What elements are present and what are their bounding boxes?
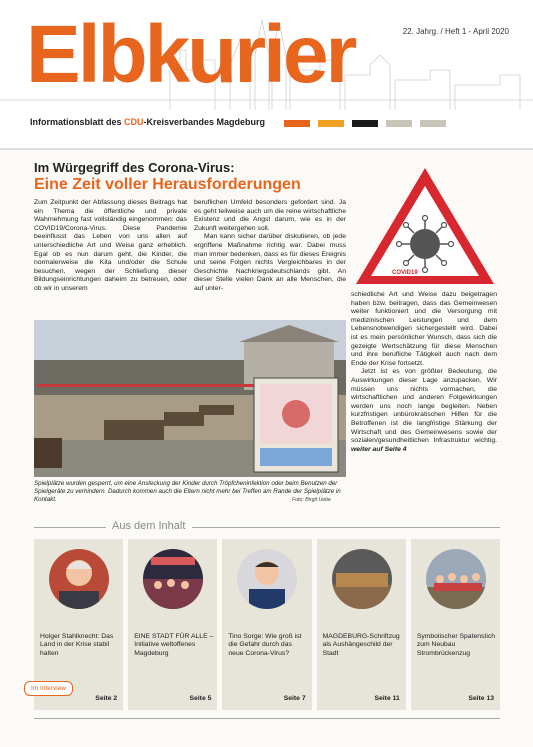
article-paragraph: Zum Zeitpunkt der Abfassung dieses Beitrags hat ein Thema die öffentliche und private Wahrnehmung fast vollständig eingenommen: das COVID19/Corona-Virus. Diese Pandemie beeinflusst das Leben von uns allen auf unterschiedliche Art und Weise ganz erheblich. Egal ob es nun darum geht, die Kinder, die normalerweise die Kita und/oder die Schule besuchen, wegen der Schließung dieser Bildungseinrichtungen daheim zu betreuen, oder ob wir in unserem [34, 199, 187, 292]
article-paragraph: Man kann sicher darüber diskutieren, ob jede ergriffene Maßnahme richtig war. Dabei muss man immer bedenken, dass es für dieses Ereignis und seine Folgen nichts Vergleichbares in der Geschichte Nachkriegsdeutschlands gibt. An dieser Stelle vielen Dank an alle Menschen, die auf unter- [194, 233, 346, 292]
tagline-pre: Informationsblatt des [30, 117, 125, 127]
bottom-divider [34, 718, 500, 719]
photo-caption: Spielplätze wurden gesperrt, um eine Ansteckung der Kinder durch Tröpfcheninfektion oder beim Benutzen der Spielgeräte zu verhindern. Dadurch kommen auch die Eltern nicht mehr bei Treffen am Rande der Spielplätze in Kontakt. [34, 480, 341, 504]
article-column-3 [351, 291, 497, 454]
contents-card[interactable] [411, 539, 500, 710]
divider-line [192, 527, 500, 528]
card-page: Seite 13 [468, 695, 495, 702]
contents-card[interactable] [222, 539, 311, 710]
tagline [30, 117, 265, 127]
card-page: Seite 11 [374, 695, 400, 702]
card-title: Holger Stahlknecht: Das Land in der Krise stabil halten [40, 633, 114, 657]
groundbreaking-photo [426, 549, 486, 609]
contents-card[interactable] [128, 539, 217, 710]
article-paragraph: beruflichen Umfeld besonders gefordert sind. Ja es geht teilweise auch um die reine wirtschaftliche Existenz und die Angst darum, wie es in der Zukunft weitergehen soll. [194, 199, 346, 232]
card-title: EINE STADT FÜR ALLE – Initiative weltoffenes Magdeburg [134, 633, 214, 657]
newspaper-title: Elbkurier [26, 9, 355, 100]
card-page: Seite 7 [283, 695, 306, 702]
continued-link[interactable]: weiter auf Seite 4 [351, 445, 407, 453]
article-headline [34, 160, 301, 194]
color-bar [352, 120, 378, 127]
masthead-divider [0, 148, 533, 150]
article-column-1 [34, 199, 187, 294]
card-title: Symbolischer Spatenstich zum Neubau Strombrückenzug [416, 633, 496, 657]
masthead [0, 0, 533, 150]
color-bar [318, 120, 344, 127]
divider-line [34, 527, 106, 528]
article-title: Eine Zeit voller Herausforderungen [34, 176, 301, 193]
tagline-post: -Kreisverbandes Magdeburg [143, 117, 266, 127]
article-column-2 [194, 199, 346, 294]
card-page: Seite 2 [95, 695, 118, 702]
article-paragraph: Jetzt ist es von größter Bedeutung, die Auswirkungen dieser Lage anzupacken. Wir müssen uns nichts vormachen, die wirtschaftlichen und anderen Folgewirkungen werden uns noch lange begleiten. Neben kurzfristigen unbürokratischen Hilfen für die Betroffenen ist die langfristige Stärkung der Wirtschaft und des Gemeinwesens sowie der sozialen/gesundheitlichen Infrastruktur wichtig. [351, 368, 497, 445]
issue-info: 22. Jahrg. / Heft 1 - April 2020 [402, 27, 509, 36]
contents-heading: Aus dem Inhalt [112, 520, 186, 532]
tagline-cdu: CDU [124, 117, 144, 127]
contents-card[interactable] [317, 539, 406, 710]
sign-label: COVID19 [392, 270, 418, 276]
card-title: Tino Sorge: Wie groß ist die Gefahr durch das neue Corona-Virus? [228, 633, 302, 657]
article-kicker: Im Würgegriff des Corona-Virus: [34, 160, 235, 175]
photo-credit: Foto: Birgit Uebe [292, 497, 331, 503]
city-letters-photo [332, 549, 392, 609]
interview-badge: Im Interview [24, 681, 73, 696]
color-bar [284, 120, 310, 127]
color-bar [386, 120, 412, 127]
contents-cards [31, 539, 500, 710]
playground-illustration [34, 320, 346, 477]
color-bar [420, 120, 446, 127]
contents-card[interactable] [31, 539, 123, 710]
color-bars [284, 120, 446, 127]
card-page: Seite 5 [189, 695, 212, 702]
portrait-photo [49, 549, 109, 609]
playground-photo [34, 320, 346, 477]
covid-warning-sign [352, 164, 498, 288]
card-title: MAGDEBURG-Schriftzug als Aushängeschild der Stadt [322, 633, 400, 657]
event-photo [143, 549, 203, 609]
portrait-photo [237, 549, 297, 609]
article-paragraph: schiedliche Art und Weise dazu beigetragen haben bzw. beitragen, dass das Gemeinwesen weiter funktioniert und die Versorgung mit medizinischen Leistungen und dem Lebensnotwendigen sichergestellt wird. Dabei ist es mein persönlicher Wunsch, dass sich die gezeigte Wertschätzung für diese Menschen und ihre berufliche Tätigkeit auch nach dem Ende der Krise fortsetzt. [351, 291, 497, 367]
article-paragraph-last [351, 368, 497, 454]
